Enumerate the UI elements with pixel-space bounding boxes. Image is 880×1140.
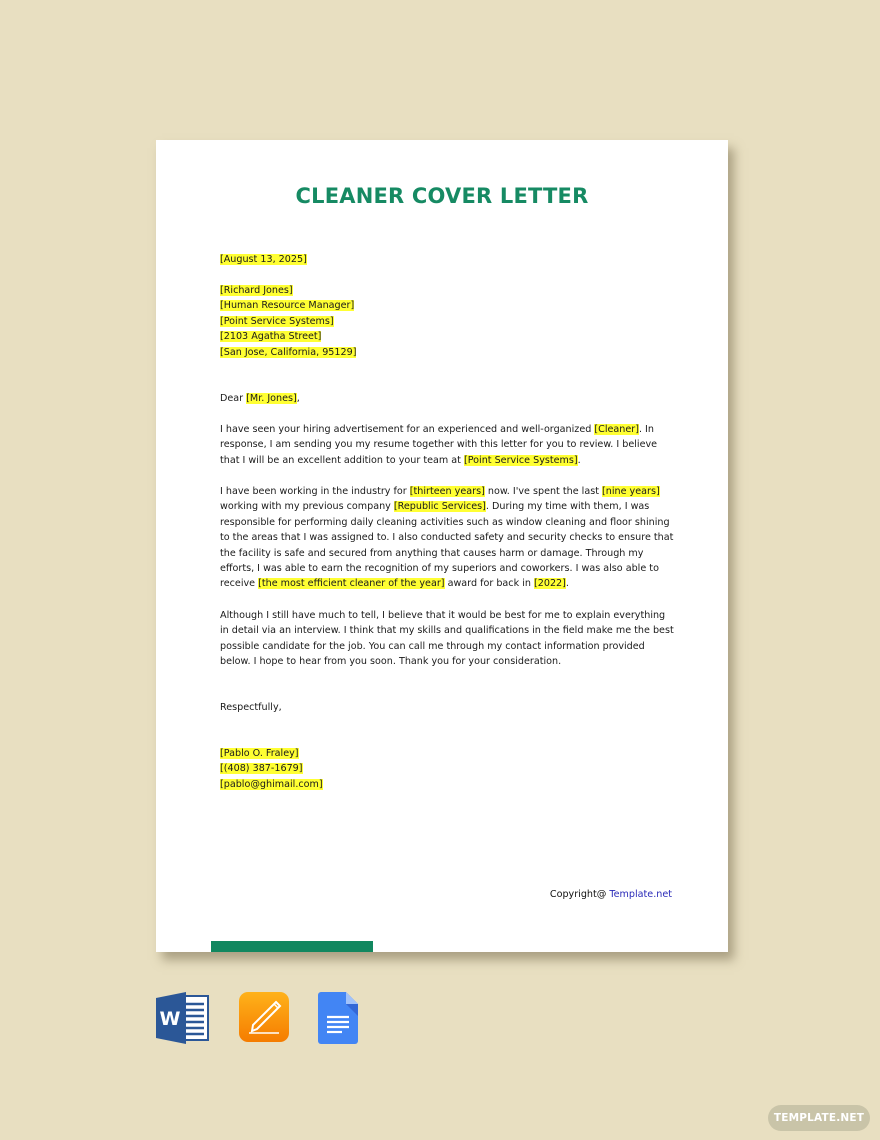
text: now. I've spent the last [484,486,603,497]
job-title-field: [Cleaner] [594,424,639,435]
recipient-name: [Richard Jones] [220,285,293,296]
salutation-suffix: , [296,393,300,404]
recipient-city: [San Jose, California, 95129] [220,346,357,358]
copyright-label: Copyright@ [549,889,610,900]
recipient-street: [2103 Agatha Street] [220,331,322,343]
text: working with my previous company [220,501,394,513]
text: . During my time with them, I was responsible for performing daily cleaning activities such as window cleaning and floor shining to the areas that I was assigned to. I also conducted safety and security checks to ensure that the facility is safe and secured from anything that causes harm or damage. Through my efforts, I was able to earn the recognition of my superiors and coworkers. I was also able to receive [220,501,674,590]
text: I have seen your hiring advertisement for an experienced and well-organized [220,424,595,435]
award-field: [the most efficient cleaner of the year] [258,578,445,590]
paragraph-intro [220,422,676,468]
previous-company-field: [Republic Services] [393,501,486,513]
closing-text: Respectfully, [220,702,282,713]
salutation-name: [Mr. Jones] [246,393,297,404]
company-field: [Point Service Systems] [463,454,578,466]
text: . In response, I am sending you my resume together with this letter for you to review. I believe that I will be an excellent addition to your team at [220,424,658,466]
text: . [577,454,581,466]
recipient-address [220,283,680,360]
paragraph-experience [220,484,676,592]
salutation-prefix: Dear [220,393,247,404]
sender-phone: [(408) 387-1679] [220,763,303,775]
accent-bar [211,941,373,952]
microsoft-word-icon[interactable] [156,992,210,1049]
document-page [156,140,728,952]
sender-signature [220,746,680,792]
document-title: CLEANER COVER LETTER [295,184,589,208]
text: I have been working in the industry for [220,486,410,497]
date-field: [August 13, 2025] [220,254,307,265]
apple-pages-icon[interactable] [239,992,291,1049]
closing [220,700,680,715]
google-docs-icon[interactable] [318,992,360,1049]
template-net-link[interactable]: Template.net [609,889,672,900]
previous-years-field: [nine years] [602,486,660,497]
svg-text:W: W [159,1008,181,1030]
paragraph-closing: Although I still have much to tell, I believe that it would be best for me to explain everything in detail via an interview. I think that my skills and qualifications in the field make me the best possible candidate for the job. You can call me through my contact information provided below. I hope to hear from you soon. Thank you for your consideration. [220,610,674,668]
text: award for back in [444,578,534,590]
template-net-watermark[interactable]: TEMPLATE.NET [768,1105,870,1131]
award-year-field: [2022] [534,578,566,590]
date-block [220,252,680,267]
text: . [565,578,569,590]
sender-name: [Pablo O. Fraley] [220,748,299,759]
sender-email: [pablo@ghimail.com] [220,778,323,790]
industry-years-field: [thirteen years] [409,486,485,497]
copyright-notice [550,889,672,900]
app-icons-row [156,992,376,1044]
recipient-position: [Human Resource Manager] [220,300,355,312]
salutation [220,391,680,406]
recipient-company: [Point Service Systems] [220,315,334,327]
